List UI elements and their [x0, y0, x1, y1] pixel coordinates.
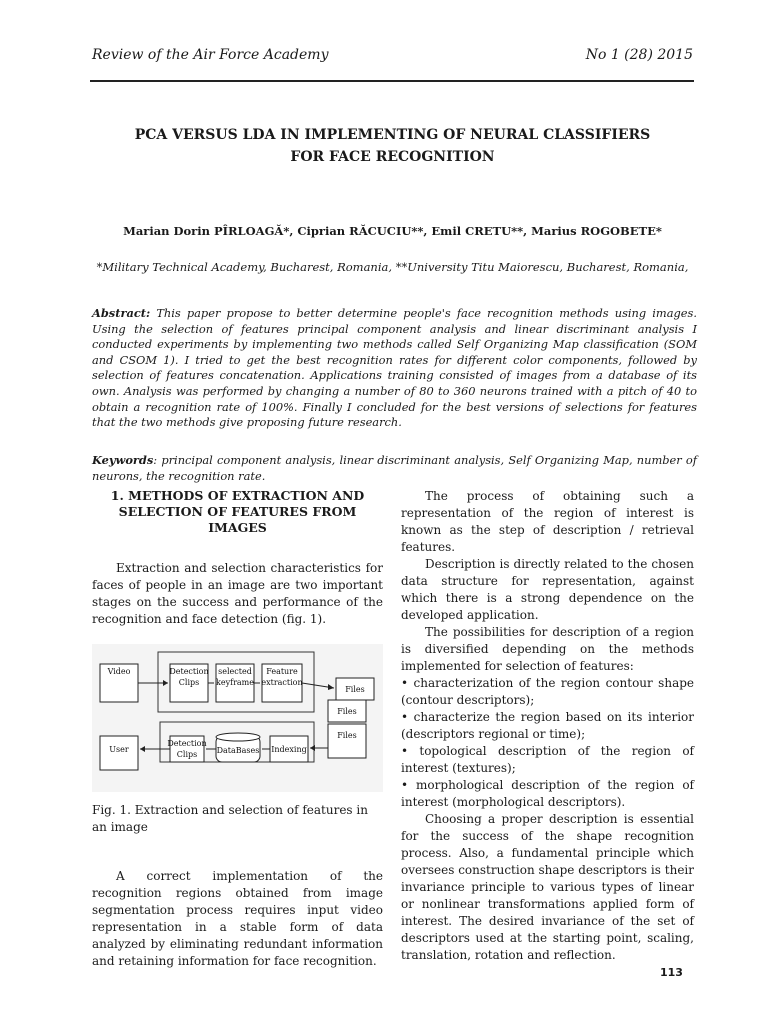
left-column [92, 488, 383, 970]
bullet-item: • characterize the region based on its interior (descriptors regional or time); [401, 710, 694, 741]
user-label: User [109, 745, 129, 754]
figure-caption: Fig. 1. Extraction and selection of features in an image [92, 803, 368, 834]
selected-label: selected [218, 667, 252, 676]
right-paragraph-4: Choosing a proper description is essential for the success of the shape recognition process. Also, a fundamental principle which oversees construction shape descriptors is their invariance principle to various types of linear or nonlinear transformations applied form of interest. The desired invariance of the set of descriptors used at the starting point, scaling, translation, rotation and reflection. [401, 812, 694, 962]
files-label-b: Files [337, 707, 357, 716]
files-label-c: Files [337, 731, 357, 740]
detection-label-bottom: Detection [167, 739, 207, 748]
abstract [92, 306, 697, 431]
video-label: Video [107, 667, 131, 676]
figure-1-diagram [92, 644, 383, 792]
files-box-c [328, 724, 366, 758]
clips-label-top: Clips [178, 678, 200, 687]
keywords [92, 453, 697, 484]
files-label-a: Files [345, 685, 365, 694]
feature-label: Feature [266, 667, 298, 676]
bullet-item: • topological description of the region of interest (textures); [401, 744, 694, 775]
section-title: 1. METHODS OF EXTRACTION AND SELECTION OF FEATURES FROM IMAGES [110, 488, 365, 535]
paper-title [92, 124, 693, 168]
right-paragraph-2: Description is directly related to the chosen data structure for representation, against which there is a strong dependence on the developed application. [401, 557, 694, 622]
right-paragraph-1: The process of obtaining such a representation of the region of interest is known as the step of description / retrieval features. [401, 489, 694, 554]
extraction-label: extraction [261, 678, 303, 687]
bullet-item: • characterization of the region contour shape (contour descriptors); [401, 676, 694, 707]
clips-label-bottom: Clips [176, 750, 198, 759]
databases-label: DataBases [216, 746, 260, 755]
issue-number: No 1 (28) 2015 [585, 47, 693, 63]
databases-cylinder-top [216, 733, 260, 741]
abstract-text: This paper propose to better determine people's face recognition methods using images. Using the selection of features principal component analysis and linear discriminant analysis I conducted experiments by implementing two methods called Self Organizing Map classification (SOM and CSOM 1). I tried to get the best recognition rates for different color components, followed by selection of features concatenation. Applications training consisted of images from a database of its own. Analysis was performed by changing a number of 80 to 360 neurons trained with a pitch of 40 to obtain a recognition rate of 100%. Finally I concluded for the best versions of selections for features that the two methods give proposing future research. [92, 306, 697, 430]
right-paragraph-3: The possibilities for description of a region is diversified depending on the methods implemented for selection of features: [401, 625, 694, 673]
keywords-label: Keywords [92, 453, 154, 467]
diagram-svg [92, 644, 383, 792]
keyframe-label: keyframe [216, 678, 254, 687]
indexing-label: Indexing [271, 745, 307, 754]
running-header [92, 47, 693, 65]
left-paragraph-1: Extraction and selection characteristics for faces of people in an image are two important stages on the success and performance of the recognition and face detection (fig. 1). [92, 561, 383, 626]
affiliations: *Military Technical Academy, Bucharest, Romania, **University Titu Maiorescu, Bucharest, Romania, [96, 260, 689, 274]
title-line-2: FOR FACE RECOGNITION [290, 149, 495, 165]
title-line-1: PCA VERSUS LDA IN IMPLEMENTING OF NEURAL CLASSIFIERS [134, 127, 651, 143]
header-rule [90, 80, 694, 82]
keywords-text: : principal component analysis, linear discriminant analysis, Self Organizing Map, number of neurons, the recognition rate. [92, 453, 697, 483]
abstract-label: Abstract: [92, 306, 151, 320]
right-column [401, 488, 694, 964]
page-number: 113 [660, 966, 683, 979]
journal-name: Review of the Air Force Academy [92, 47, 329, 63]
bullet-item: • morphological description of the region of interest (morphological descriptors). [401, 778, 694, 809]
left-paragraph-2: A correct implementation of the recognition regions obtained from image segmentation process requires input video representation in a stable form of data analyzed by eliminating redundant information and retaining information for face recognition. [92, 869, 383, 968]
authors: Marian Dorin PÎRLOAGĂ*, Ciprian RĂCUCIU**, Emil CRETU**, Marius ROGOBETE* [123, 224, 662, 238]
detection-label-top: Detection [169, 667, 209, 676]
